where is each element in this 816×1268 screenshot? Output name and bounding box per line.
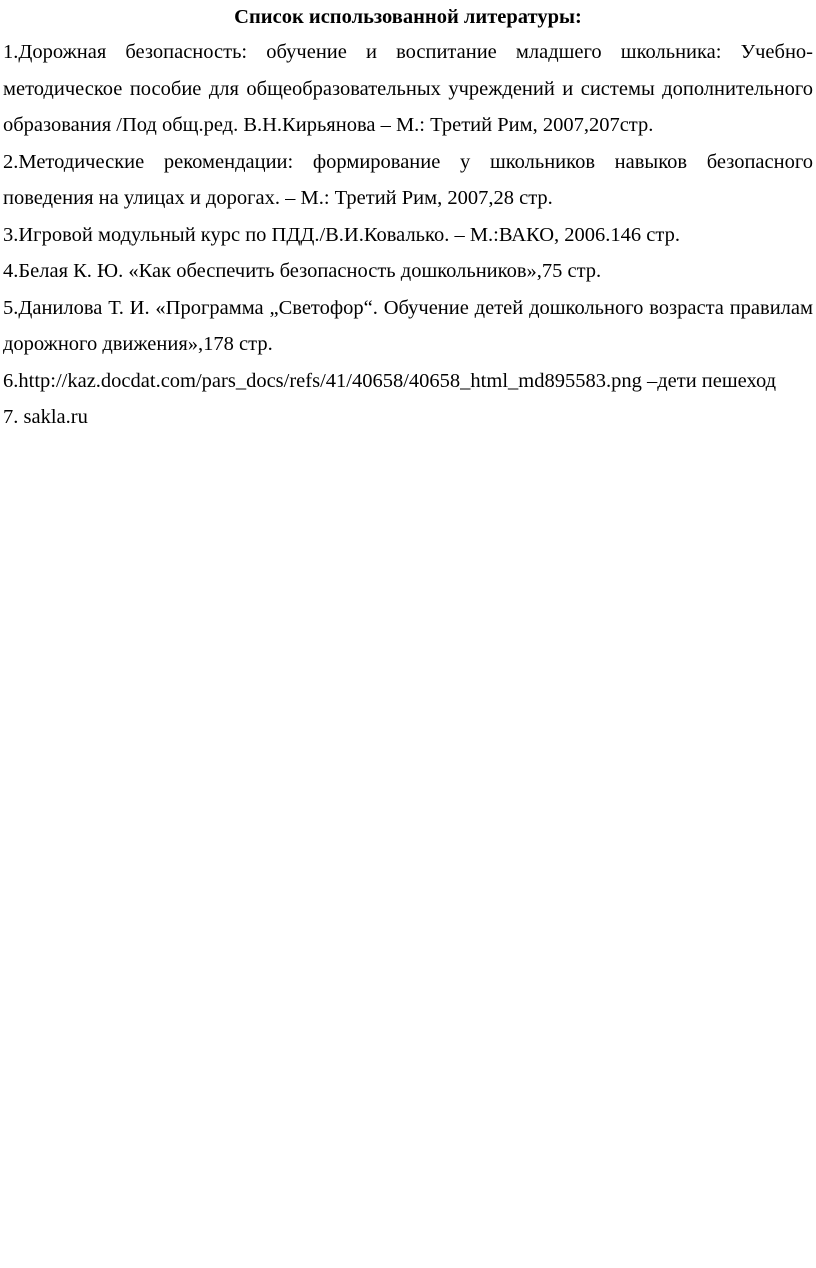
reference-item-5: 5.Данилова Т. И. «Программа „Светофор“. Обучение детей дошкольного возраста правилам дорожного движения»,178 стр. [3, 296, 813, 355]
reference-item-4: 4.Белая К. Ю. «Как обеспечить безопасность дошкольников»,75 стр. [3, 260, 602, 282]
reference-item-7: 7. sakla.ru [3, 406, 88, 428]
reference-item-1: 1.Дорожная безопасность: обучение и воспитание младшего школьника: Учебно-методическое пособие для общеобразовательных учреждений и системы дополнительного образования /Под общ.ред. В.Н.Кирьянова – М.: Третий Рим, 2007,207стр. [3, 41, 813, 136]
reference-item-3: 3.Игровой модульный курс по ПДД./В.И.Ковалько. – М.:ВАКО, 2006.146 стр. [3, 223, 680, 246]
reference-item-6: 6.http://kaz.docdat.com/pars_docs/refs/41/40658/40658_html_md895583.png –дети пешеход [3, 369, 777, 392]
page-title: Список использованной литературы: [234, 6, 582, 28]
reference-list [3, 34, 813, 436]
reference-item-2: 2.Методические рекомендации: формирование у школьников навыков безопасного поведения на улицах и дорогах. – М.: Третий Рим, 2007,28 стр. [3, 150, 813, 209]
